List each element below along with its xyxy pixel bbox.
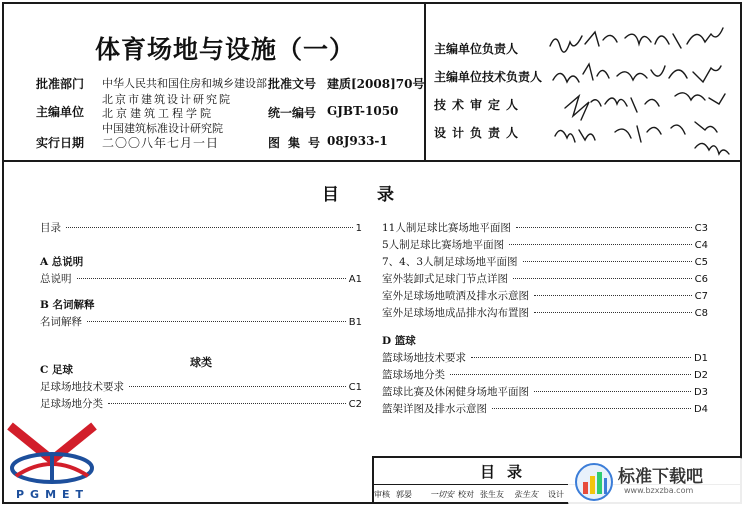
toc-dot-leader [471,357,691,358]
toc-entry[interactable] [40,314,362,329]
toc-entry-title: 5人制足球比赛场地平面图 [382,239,505,251]
toc-dot-leader [513,278,692,279]
toc-entry-page: C2 [348,399,362,410]
checker-name: 张生友 [480,490,504,499]
toc-entry-title: 室外装卸式足球门节点详图 [382,273,508,285]
toc-entry-page: C3 [694,223,708,234]
chief-unit-1: 北京市建筑设计研究院 [102,93,232,106]
toc-entry-page: 1 [355,223,362,234]
atlas-title: 体育场地与设施（一） [95,35,356,64]
toc-entry-title: 7、4、3人制足球场地平面图 [382,256,518,268]
toc-entry-title: 总说明 [40,273,72,285]
toc-entry-title: 名词解释 [40,316,82,328]
header-divider [2,160,742,162]
toc-entry[interactable] [382,401,708,416]
atlas-no: 08J933-1 [327,134,388,148]
resp-label-1: 主编单位负责人 [434,42,519,56]
toc-dot-leader [534,295,692,296]
toc-entry[interactable] [382,384,708,399]
toc-entry[interactable] [382,254,708,269]
toc-entry-page: C8 [694,308,708,319]
title-block-title: 目录 [480,463,535,481]
pgmet-logo [6,420,100,504]
check-label: 校对 [458,490,474,499]
toc-dot-leader [534,391,691,392]
toc-dot-leader [129,386,346,387]
toc-entry-title: 足球场地分类 [40,398,103,410]
approve-dept: 中华人民共和国住房和城乡建设部 [102,77,267,90]
chief-unit-3: 中国建筑标准设计研究院 [102,122,223,135]
toc-entry-title: 篮球场地分类 [382,369,445,381]
toc-entry[interactable] [40,271,362,286]
toc-dot-leader [108,403,346,404]
approve-dept-label: 批准部门 [36,77,85,91]
toc-section-heading: B 名词解释 [40,299,95,311]
toc-entry-title: 11人制足球比赛场地平面图 [382,222,511,234]
chief-unit-label: 主编单位 [36,105,85,119]
toc-section-heading: A 总说明 [40,256,84,268]
toc-entry-page: C4 [694,240,708,251]
watermark-chart-icon [574,462,614,502]
toc-dot-leader [66,227,353,228]
toc-entry[interactable] [40,396,362,411]
toc-entry-page: C7 [694,291,708,302]
handwritten-signatures [545,24,741,160]
review-signature: 一切安 [430,490,454,499]
toc-section-heading: D 篮球 [382,335,416,347]
toc-entry-title: 室外足球场地成品排水沟布置图 [382,307,529,319]
unified-no: GJBT-1050 [327,104,399,118]
toc-entry-page: C6 [694,274,708,285]
toc-dot-leader [450,374,691,375]
toc-dot-leader [509,244,691,245]
atlas-no-label: 图集号 [268,136,329,150]
toc-entry[interactable] [382,220,708,235]
toc-entry-page: C5 [694,257,708,268]
impl-date: 二〇〇八年七月一日 [102,136,220,150]
toc-entry-title: 篮架详图及排水示意图 [382,403,487,415]
watermark-url: www.bzxzba.com [624,486,694,495]
impl-date-label: 实行日期 [36,136,85,150]
toc-entry[interactable] [40,379,362,394]
unified-no-label: 统一编号 [268,106,317,120]
chief-unit-2: 北京建筑工程学院 [102,107,214,120]
reviewer-name: 郭晏 [396,490,412,499]
toc-dot-leader [492,408,691,409]
toc-entry-page: D3 [693,387,708,398]
resp-label-4: 设计负责人 [434,126,525,140]
toc-entry[interactable] [382,288,708,303]
toc-entry[interactable] [382,367,708,382]
toc-entry-page: B1 [348,317,362,328]
toc-entry-page: A1 [348,274,362,285]
toc-entry-page: D1 [693,353,708,364]
logo-text: PGMET [16,488,90,501]
toc-dot-leader [516,227,692,228]
toc-entry-title: 足球场地技术要求 [40,381,124,393]
toc-entry-title: 篮球比赛及休闲健身场地平面图 [382,386,529,398]
toc-dot-leader [77,278,346,279]
toc-entry-title: 篮球场地技术要求 [382,352,466,364]
design-label: 设计 [548,490,564,499]
toc-entry-title: 室外足球场地喷洒及排水示意图 [382,290,529,302]
toc-entry[interactable] [382,271,708,286]
approve-doc-label: 批准文号 [268,77,317,91]
toc-entry[interactable] [382,237,708,252]
approve-doc: 建质[2008]70号 [327,77,425,91]
toc-section-heading: C 足球 [40,364,74,376]
toc-entry-page: D4 [693,404,708,415]
toc-entry-page: D2 [693,370,708,381]
ball-category-heading: 球类 [190,356,212,369]
toc-dot-leader [523,261,692,262]
resp-label-2: 主编单位技术负责人 [434,70,543,84]
watermark-text: 标准下载吧 [618,467,703,487]
toc-dot-leader [87,321,346,322]
review-label: 审核 [374,490,390,499]
resp-label-3: 技术审定人 [434,98,525,112]
toc-entry-page: C1 [348,382,362,393]
toc-entry[interactable] [40,220,362,235]
toc-title: 目录 [322,185,432,205]
check-signature: 张生友 [514,490,538,499]
toc-dot-leader [534,312,692,313]
toc-entry-title: 目录 [40,222,61,234]
toc-entry[interactable] [382,350,708,365]
toc-entry[interactable] [382,305,708,320]
